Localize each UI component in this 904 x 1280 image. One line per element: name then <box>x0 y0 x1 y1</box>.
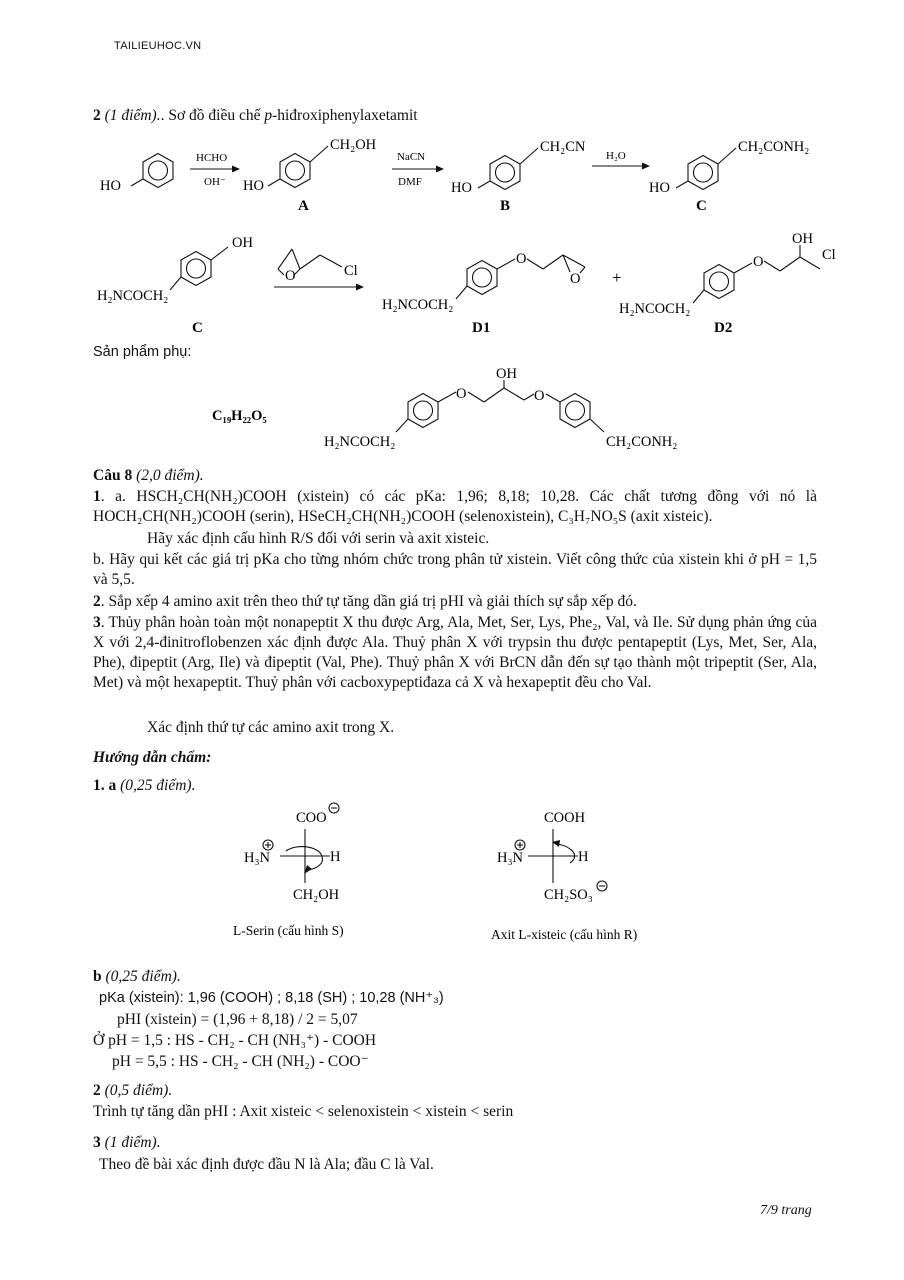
q8-points: (2,0 điểm). <box>136 467 204 484</box>
epoxide-o: O <box>285 268 296 284</box>
serine-bottom: CH₂OH <box>293 887 340 903</box>
serine-right: H <box>330 849 341 865</box>
answer-3-text: Theo đề bài xác định được đầu N là Ala; đầu C là Val. <box>99 1156 434 1173</box>
q8-part3 <box>93 613 817 693</box>
q8-title: Câu 8 <box>93 467 133 484</box>
section-points: (1 điểm). <box>104 107 161 124</box>
label-d2: D2 <box>714 320 733 336</box>
d2-o: O <box>753 254 764 270</box>
q8-part2 <box>93 592 817 612</box>
b-ho: HO <box>451 180 472 196</box>
label-a: A <box>298 198 309 214</box>
q8-p3-num: 3 <box>93 614 101 631</box>
d1-h2ncoch2: H₂NCOCH₂ <box>382 297 454 313</box>
reagent-nacn: NaCN <box>397 151 426 163</box>
cysteic-left: H₃N <box>497 850 523 866</box>
bp-o1: O <box>456 386 467 402</box>
a3-num: 3 <box>93 1134 101 1151</box>
byproduct-structure <box>0 362 904 454</box>
answer-1b-title <box>93 967 181 987</box>
reaction-scheme-1 <box>0 128 904 220</box>
label-d1: D1 <box>472 320 491 336</box>
bp-h2ncoch2: H₂NCOCH₂ <box>324 434 396 450</box>
q8-p1-num: 1 <box>93 488 101 505</box>
reagent-hcho: HCHO <box>196 152 228 164</box>
c-ho: HO <box>649 180 670 196</box>
epichlorohydrin-cl: Cl <box>344 263 358 279</box>
cysteic-caption: Axit L-xisteic (cấu hình R) <box>491 927 638 942</box>
section-number: 2 <box>93 107 101 124</box>
bp-formula: C₁₉H₂₂O₅ <box>212 408 267 424</box>
label-b: B <box>500 198 511 214</box>
answer-3-title <box>93 1133 161 1153</box>
q8-p1a-text: . a. HSCH₂CH(NH₂)COOH (xistein) có các pKa: 1,96; 8,18; 10,28. Các chất tương đồng với nó là HOCH₂CH(NH₂)COOH (serin), HSeCH₂CH(NH₂)COOH (selenoxistein), C₃H₇NO₅S (axit xisteic). <box>93 488 817 525</box>
q8-p3-text: . Thủy phân hoàn toàn một nonapeptit X thu được Arg, Ala, Met, Ser, Lys, Phe₂, Val, và Ile. Sử dụng phản ứng của X với 2,4-đinitroflobenzen xác định được Ala. Thuỷ phân X với trypsin thu được pentapeptit (Lys, Met, Ser, Ala, Phe), đipeptit (Arg, Ile) và đipeptit (Val, Phe). Thuỷ phân X với BrCN dẫn đến sự tạo thành một tripeptit (Ser, Ala, Met) và một hexapeptit. Thuỷ phân với cacboxypeptiđaza cả X và hexapeptit đều cho Val. <box>93 614 817 691</box>
q8-p2-text: . Sắp xếp 4 amino axit trên theo thứ tự tăng dần giá trị pHI và giải thích sự sắp xếp đó. <box>100 593 637 610</box>
reagent-h2o: H₂O <box>606 150 626 162</box>
site-header: TAILIEUHOC.VN <box>114 40 202 52</box>
a1-num: 1 <box>93 777 101 794</box>
b-line-2: pHI (xistein) = (1,96 + 8,18) / 2 = 5,07 <box>117 1011 358 1028</box>
q8-part1b: b. Hãy qui kết các giá trị pKa cho từng nhóm chức trong phân tử xistein. Viết công thức của xistein khi ở pH = 1,5 và 5,5. <box>93 551 817 588</box>
a3-points: (1 điểm). <box>104 1134 161 1151</box>
answer-2-text: Trình tự tăng dần pHI : Axit xisteic < selenoxistein < xistein < serin <box>93 1103 514 1120</box>
c-h2ncoch2: H₂NCOCH₂ <box>97 288 169 304</box>
q8-part1a-task: Hãy xác định cấu hình R/S đối với serin và axit xisteic. <box>147 530 490 547</box>
c-oh: OH <box>232 235 253 251</box>
b-ch2cn: CH₂CN <box>540 139 586 155</box>
a-ho: HO <box>243 178 264 194</box>
d2-h2ncoch2: H₂NCOCH₂ <box>619 301 691 317</box>
reagent-dmf: DMF <box>398 176 422 188</box>
serine-top: COO <box>296 810 327 826</box>
question-8-title <box>93 466 204 486</box>
a1-label: . a <box>100 777 117 794</box>
section-title <box>93 106 418 126</box>
b-line-4: pH = 5,5 : HS - CH₂ - CH (NH₂) - COO⁻ <box>112 1053 369 1070</box>
b-label: b <box>93 968 102 985</box>
reagent-oh: OH⁻ <box>204 176 226 188</box>
answer-2-title <box>93 1081 172 1101</box>
title-p: p <box>264 107 273 124</box>
serine-caption: L-Serin (cấu hình S) <box>233 923 344 938</box>
d2-cl: Cl <box>822 247 836 263</box>
byproduct-heading: Sản phẩm phụ: <box>93 344 192 360</box>
a2-points: (0,5 điểm). <box>104 1082 173 1099</box>
title-pre: . Sơ đồ điều chế <box>160 107 265 124</box>
a2-num: 2 <box>93 1082 101 1099</box>
label-c2: C <box>192 320 203 336</box>
d1-o-ether: O <box>516 251 527 267</box>
b-points: (0,25 điểm). <box>105 968 181 985</box>
cysteic-right: H <box>578 849 589 865</box>
b-line-1: pKa (xistein): 1,96 (COOH) ; 8,18 (SH) ; 10,28 (NH⁺₃) <box>99 990 444 1006</box>
cysteic-bottom: CH₂SO₃ <box>544 887 593 903</box>
d1-o-epoxide: O <box>570 271 581 287</box>
page-number: 7/9 trang <box>760 1203 812 1218</box>
q8-p2-num: 2 <box>93 593 101 610</box>
answer-heading: Hướng dẫn chấm: <box>93 749 212 766</box>
phenol-ho: HO <box>100 178 121 194</box>
c-ch2conh2: CH₂CONH₂ <box>738 139 810 155</box>
bp-oh: OH <box>496 366 517 382</box>
q8-part3-task: Xác định thứ tự các amino axit trong X. <box>147 719 395 736</box>
fischer-projections <box>0 795 904 955</box>
bp-o2: O <box>534 388 545 404</box>
q8-part1a <box>93 487 817 527</box>
bp-ch2conh2: CH₂CONH₂ <box>606 434 678 450</box>
cysteic-top: COOH <box>544 810 586 826</box>
plus-sign: + <box>612 268 622 287</box>
a1-points: (0,25 điểm). <box>120 777 196 794</box>
d2-oh: OH <box>792 231 813 247</box>
b-line-3: Ở pH = 1,5 : HS - CH₂ - CH (NH₃⁺) - COOH <box>93 1032 377 1049</box>
reaction-scheme-2 <box>0 225 904 340</box>
serine-left: H₃N <box>244 850 270 866</box>
title-post: -hiđroxiphenylaxetamit <box>272 107 418 124</box>
a-ch2oh: CH₂OH <box>330 137 377 153</box>
label-c: C <box>696 198 707 214</box>
answer-1a-title <box>93 776 195 796</box>
